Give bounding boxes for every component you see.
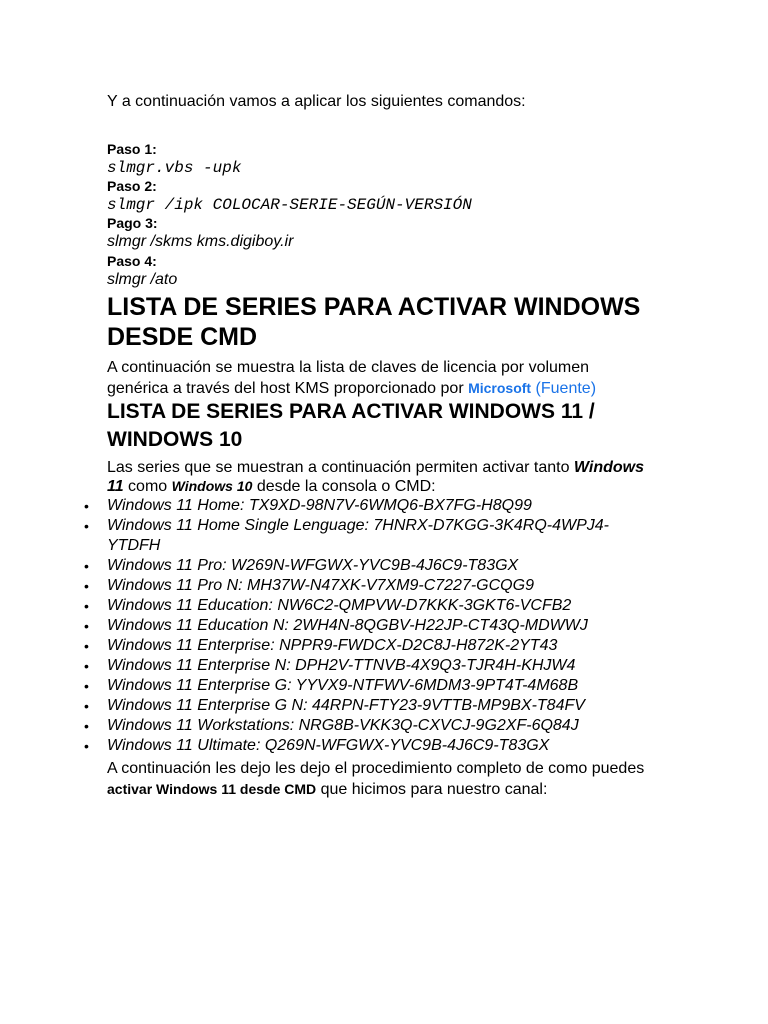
bullet-icon: • bbox=[84, 738, 89, 754]
list-item bbox=[84, 676, 652, 696]
list-item bbox=[84, 636, 652, 656]
procedure-ending: que hicimos para nuestro canal: bbox=[316, 781, 548, 798]
bullet-icon: • bbox=[84, 598, 89, 614]
procedure-paragraph bbox=[107, 758, 652, 800]
license-key-text: Windows 11 Education N: 2WH4N-8QGBV-H22JP-CT43Q-MDWWJ bbox=[107, 617, 588, 634]
bullet-icon: • bbox=[84, 698, 89, 714]
bullet-icon: • bbox=[84, 638, 89, 654]
step-label: Paso 1: bbox=[107, 141, 157, 157]
list-item bbox=[84, 736, 652, 756]
license-key-text: Windows 11 Home Single Lenguage: 7HNRX-D7KGG-3K4RQ-4WPJ4-YTDFH bbox=[107, 517, 609, 554]
license-key-text: Windows 11 Pro N: MH37W-N47XK-V7XM9-C7227-GCQG9 bbox=[107, 577, 534, 594]
windows-10-emphasis: Windows 10 bbox=[171, 478, 253, 494]
windows-11-emphasis: Windows 11 bbox=[107, 459, 644, 495]
series-intro-ending: desde la consola o CMD: bbox=[252, 478, 436, 495]
bullet-icon: • bbox=[84, 618, 89, 634]
series-intro-paragraph bbox=[107, 458, 652, 496]
step-command: slmgr /skms kms.digiboy.ir bbox=[107, 233, 294, 250]
intro-text: Y a continuación vamos a aplicar los siguientes comandos: bbox=[107, 93, 526, 110]
list-item bbox=[84, 556, 652, 576]
license-key-text: Windows 11 Education: NW6C2-QMPVW-D7KKK-3GKT6-VCFB2 bbox=[107, 597, 572, 614]
series-intro-text: Las series que se muestran a continuación permiten activar tanto bbox=[107, 459, 574, 476]
step-command: slmgr /ato bbox=[107, 271, 178, 288]
license-key-text: Windows 11 Ultimate: Q269N-WFGWX-YVC9B-4J6C9-T83GX bbox=[107, 737, 550, 754]
step-label: Pago 3: bbox=[107, 215, 158, 231]
list-item bbox=[84, 616, 652, 636]
series-intro-connector: como bbox=[123, 478, 172, 495]
step-label: Paso 4: bbox=[107, 253, 157, 269]
heading-series-windows-11-10: LISTA DE SERIES PARA ACTIVAR WINDOWS 11 / WINDOWS 10 bbox=[107, 400, 595, 451]
list-item bbox=[84, 516, 652, 556]
license-key-text: Windows 11 Pro: W269N-WFGWX-YVC9B-4J6C9-T83GX bbox=[107, 557, 519, 574]
list-item bbox=[84, 696, 652, 716]
list-item bbox=[84, 576, 652, 596]
step-command: slmgr /ipk COLOCAR-SERIE-SEGÚN-VERSIÓN bbox=[107, 196, 472, 214]
source-link[interactable]: (Fuente) bbox=[535, 380, 597, 397]
microsoft-link[interactable]: Microsoft bbox=[468, 380, 532, 396]
list-item bbox=[84, 656, 652, 676]
license-key-text: Windows 11 Home: TX9XD-98N7V-6WMQ6-BX7FG-H8Q99 bbox=[107, 497, 532, 514]
license-key-text: Windows 11 Enterprise N: DPH2V-TTNVB-4X9Q3-TJR4H-KHJW4 bbox=[107, 657, 576, 674]
bullet-icon: • bbox=[84, 718, 89, 734]
license-key-text: Windows 11 Enterprise G N: 44RPN-FTY23-9VTTB-MP9BX-T84FV bbox=[107, 697, 585, 714]
bullet-icon: • bbox=[84, 678, 89, 694]
list-item bbox=[84, 596, 652, 616]
license-key-text: Windows 11 Enterprise: NPPR9-FWDCX-D2C8J-H872K-2YT43 bbox=[107, 637, 558, 654]
procedure-text: A continuación les dejo les dejo el procedimiento completo de como puedes bbox=[107, 760, 645, 777]
bullet-icon: • bbox=[84, 578, 89, 594]
kms-description-text: A continuación se muestra la lista de claves de licencia por volumen genérica a través del host KMS proporcionado por bbox=[107, 359, 590, 397]
bullet-icon: • bbox=[84, 558, 89, 574]
list-item bbox=[84, 716, 652, 736]
license-keys-list bbox=[84, 496, 652, 756]
license-key-text: Windows 11 Workstations: NRG8B-VKK3Q-CXVCJ-9G2XF-6Q84J bbox=[107, 717, 579, 734]
steps-list bbox=[107, 141, 652, 291]
list-item bbox=[84, 496, 652, 516]
bullet-icon: • bbox=[84, 658, 89, 674]
step-command: slmgr.vbs -upk bbox=[107, 159, 242, 177]
license-key-text: Windows 11 Enterprise G: YYVX9-NTFWV-6MDM3-9PT4T-4M68B bbox=[107, 677, 579, 694]
heading-series-cmd: LISTA DE SERIES PARA ACTIVAR WINDOWS DESDE CMD bbox=[107, 293, 641, 351]
bullet-icon: • bbox=[84, 498, 89, 514]
bullet-icon: • bbox=[84, 518, 89, 534]
kms-description-paragraph bbox=[107, 358, 652, 399]
activate-windows-cmd-link[interactable]: activar Windows 11 desde CMD bbox=[107, 781, 317, 797]
step-label: Paso 2: bbox=[107, 178, 157, 194]
